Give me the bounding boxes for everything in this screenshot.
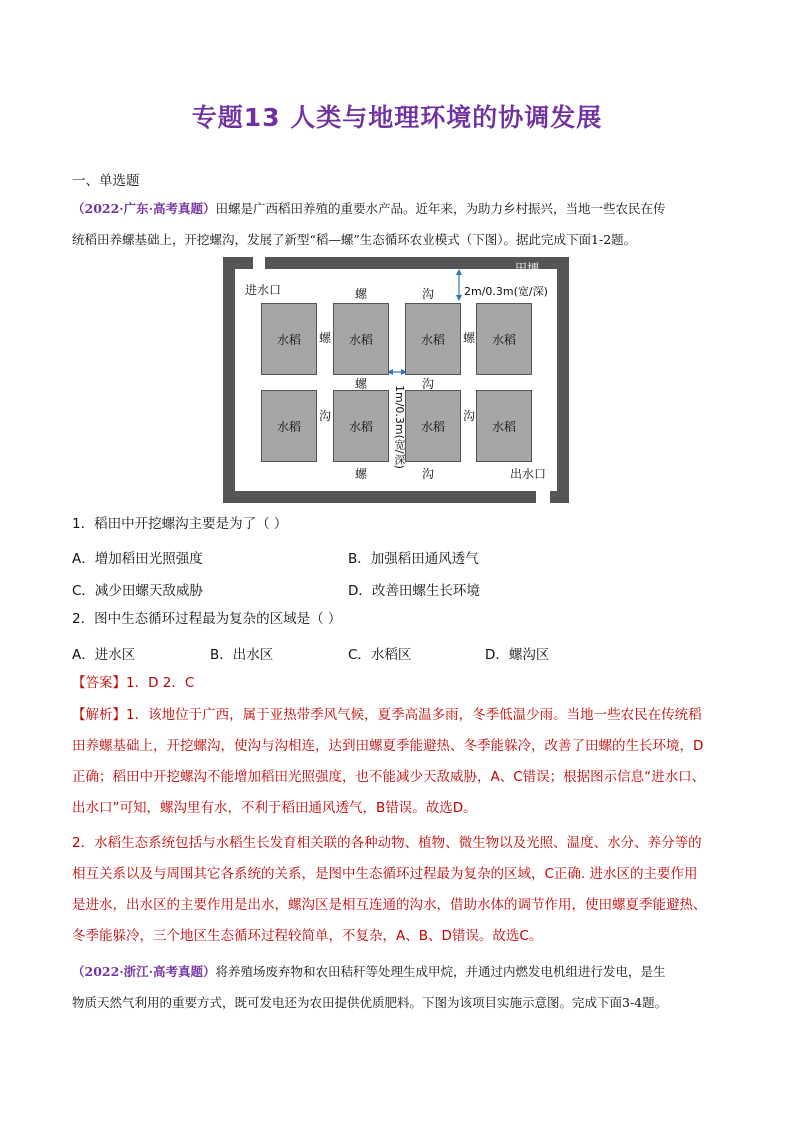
ditch-label: 沟 [422, 377, 435, 391]
rice-plot: 水稻 [333, 303, 389, 375]
rice-plot: 水稻 [261, 390, 317, 462]
q2-option-d: D．螺沟区 [485, 647, 550, 663]
question-1-stem: 1．稻田中开挖螺沟主要是为了（ ） [72, 516, 288, 532]
intro-paragraph-2 [72, 956, 727, 987]
q1-option-b: B．加强稻田通风透气 [348, 551, 479, 567]
narrow-ditch-dimension: 1m/0.3m(宽/深) [393, 385, 406, 469]
answer-value: 1．D 2．C [126, 675, 195, 691]
analysis-line: 正确；稻田中开挖螺沟不能增加稻田光照强度，也不能减少天敌威胁，A、C错误；根据图示信息“进水口、 [72, 769, 706, 785]
snail-label: 螺 [319, 331, 332, 345]
q2-option-c: C．水稻区 [348, 647, 412, 663]
rice-plot: 水稻 [476, 390, 532, 462]
answer-label: 【答案】 [72, 675, 126, 691]
section-heading: 一、单选题 [72, 173, 140, 189]
snail-label: 螺 [355, 287, 368, 301]
q1-option-c: C．减少田螺天敌威胁 [72, 583, 203, 599]
q2-option-b: B．出水区 [210, 647, 274, 663]
answer-line [72, 668, 727, 699]
analysis-label: 【解析】 [72, 707, 126, 723]
analysis-text: 1．该地位于广西，属于亚热带季风气候，夏季高温多雨，冬季低温少雨。当地一些农民在传统稻 [126, 707, 702, 723]
q1-option-a: A．增加稻田光照强度 [72, 551, 203, 567]
intro-text: 将养殖场废弃物和农田秸秆等处理生成甲烷，并通过内燃发电机组进行发电，是生 [215, 964, 666, 979]
rice-plot: 水稻 [405, 390, 461, 462]
outlet-label: 出水口 [510, 467, 547, 481]
ridge-label: 田埂 [515, 261, 540, 275]
ditch-label: 沟 [319, 409, 332, 423]
rice-plot: 水稻 [333, 390, 389, 462]
q2-option-a: A．进水区 [72, 647, 136, 663]
analysis-line: 是进水，出水区的主要作用是出水，螺沟区是相互连通的沟水，借助水体的调节作用，使田螺夏季能避热、 [72, 897, 707, 913]
rice-plot: 水稻 [476, 303, 532, 375]
question-2-stem: 2．图中生态循环过程最为复杂的区域是（ ） [72, 611, 342, 627]
analysis-line: 2．水稻生态系统包括与水稻生长发育相关联的各种动物、植物、微生物以及光照、温度、水分、养分等的 [72, 835, 702, 851]
rice-plot: 水稻 [261, 303, 317, 375]
snail-label: 螺 [355, 467, 368, 481]
wide-ditch-dimension: 2m/0.3m(宽/深) [464, 285, 548, 298]
q1-option-d: D．改善田螺生长环境 [348, 583, 480, 599]
rice-plot: 水稻 [405, 303, 461, 375]
snail-label: 螺 [355, 377, 368, 391]
snail-label: 螺 [463, 331, 476, 345]
page-title: 专题13 人类与地理环境的协调发展 [191, 103, 603, 132]
analysis-line: 相互关系以及与周围其它各系统的关系，是图中生态循环过程最为复杂的区域，C正确. 进水区的主要作用 [72, 866, 698, 882]
analysis-line [72, 700, 727, 731]
inlet-label: 进水口 [245, 283, 282, 297]
source-tag: （2022·浙江·高考真题） [72, 964, 216, 979]
analysis-line: 田养螺基础上，开挖螺沟，使沟与沟相连，达到田螺夏季能避热、冬季能躲冷，改善了田螺的生长环境，D [72, 738, 704, 754]
source-tag: （2022·广东·高考真题） [72, 201, 216, 216]
ditch-label: 沟 [422, 287, 435, 301]
ditch-label: 沟 [422, 467, 435, 481]
intro-paragraph-1-cont: 统稻田养螺基础上，开挖螺沟，发展了新型“稻—螺”生态循环农业模式（下图）。据此完成下面1-2题。 [72, 232, 637, 247]
intro-text: 田螺是广西稻田养殖的重要水产品。近年来，为助力乡村振兴，当地一些农民在传 [215, 201, 666, 216]
intro-paragraph-1 [72, 193, 727, 224]
analysis-line: 出水口”可知，螺沟里有水，不利于稻田通风透气，B错误。故选D。 [72, 800, 477, 816]
intro-paragraph-2-cont: 物质天然气利用的重要方式，既可发电还为农田提供优质肥料。下图为该项目实施示意图。完成下面3-4题。 [72, 995, 668, 1010]
analysis-line: 冬季能躲冷，三个地区生态循环过程较简单，不复杂，A、B、D错误。故选C。 [72, 928, 543, 944]
rice-snail-diagram [223, 257, 569, 503]
ditch-label: 沟 [463, 409, 476, 423]
